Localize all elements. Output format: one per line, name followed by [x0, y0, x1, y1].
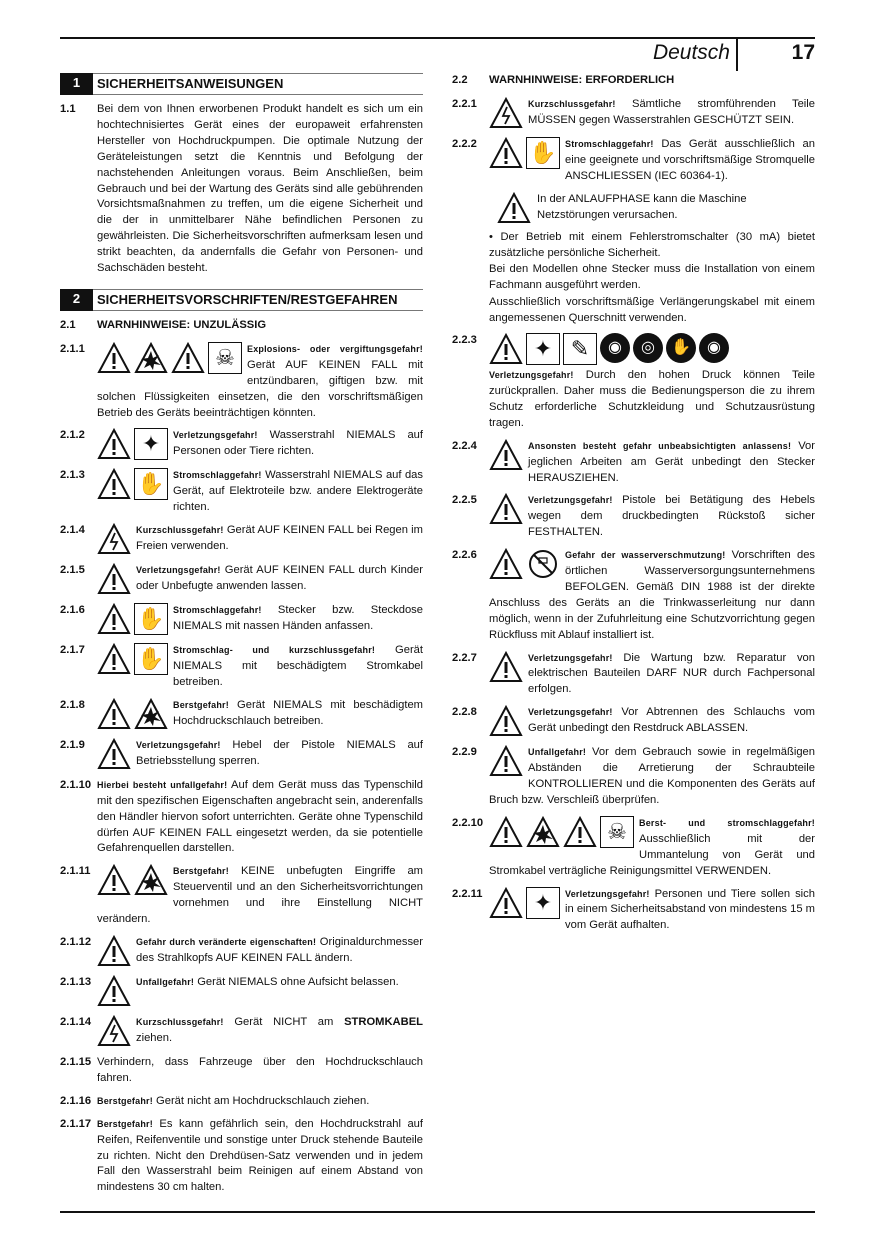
hazard-icons — [489, 97, 523, 129]
warning-triangle-icon — [171, 342, 205, 374]
hazard-tag: Hierbei besteht unfallgefahr! — [97, 779, 228, 790]
item-number: 2.1.13 — [60, 976, 92, 988]
hazard-icons — [97, 342, 242, 374]
item-number: 2.1.8 — [60, 698, 85, 711]
hazard-icons — [97, 698, 168, 730]
subsection-title: WARNHINWEISE: ERFORDERLICH — [489, 74, 675, 86]
helmet-icon: ◎ — [633, 333, 663, 363]
item-text: Gerät AUF KEINEN FALL mit entzündbaren, giftigen bzw. mit solchen Flüssigkeiten einsetzen, die den vorschriftsmäßigen Betrieb des Geräts beeinträchtigen könnten. — [97, 358, 423, 419]
item-number: 2.1.7 — [60, 644, 85, 657]
item-number: 2.1.6 — [60, 604, 85, 617]
water-jet-icon: ✦ — [526, 887, 560, 919]
item-text: Die Wartung bzw. Reparatur von elektrischen Bauteilen DARF NUR durch Fachpersonal erfolgen. — [528, 651, 815, 696]
hazard-icons — [489, 651, 523, 683]
item-text: Das Gerät ausschließlich an eine geeignete und vorschriftsmäßige Stromquelle ANSCHLIESSEN (IEC 60364-1). — [565, 137, 815, 182]
item-number: 2.2.1 — [452, 97, 477, 110]
right-column — [452, 73, 815, 941]
hazard-tag: Berstgefahr! — [97, 1095, 153, 1106]
subsection-2-1 — [60, 318, 423, 334]
item-number: 2.2.7 — [452, 651, 477, 664]
hazard-icons — [97, 864, 168, 896]
item-number: 2.1.14 — [60, 1016, 92, 1028]
warning-triangle-icon — [97, 603, 131, 635]
item-text: Es kann gefährlich sein, den Hochdruckstrahl auf Reifen, Reifenventile und sonstige unter Druck stehende Bauteile zu richten. Nicht den Drehdüsen-Satz verwenden und in jedem Fall den Wasserstrahl beim Reinigen auf einem Abstand von mindestens 30 cm halten. — [97, 1117, 423, 1194]
item-number: 2.2.4 — [452, 439, 477, 452]
item-2-1-8 — [60, 698, 423, 731]
item-text: Wasserstrahl NIEMALS auf das Gerät, auf Elektroteile bzw. andere Elektrogeräte richten. — [173, 469, 423, 514]
hazard-tag: Unfallgefahr! — [136, 977, 195, 987]
item-number: 2.2.5 — [452, 494, 477, 507]
item-text: Durch den hohen Druck können Teile zurückprallen. Daher muss die Bedienungsperson die zu ihrem Schutz erforderliche Schutzkleidung und Schutzausrüstung tragen. — [489, 369, 815, 429]
hazard-tag: Berstgefahr! — [173, 699, 229, 710]
burst-hazard-icon — [134, 698, 168, 730]
item-2-1-2 — [60, 428, 423, 461]
item-text: Vor Abtrennen des Schlauchs vom Gerät unbedingt den Restdruck ABLASSEN. — [528, 706, 815, 735]
hazard-icons — [97, 428, 168, 460]
item-number: 2.1.5 — [60, 564, 85, 577]
ppe-icons — [489, 333, 810, 365]
item-text: Auf dem Gerät muss das Typenschild mit den spezifischen Eigenschaften angebracht sein, anderenfalls den Händler hiervon sofort unterrichten. Geräte ohne Typenschild dürfen AUF KEINEN FALL eingesetzt werden, da sie potentielle Gefahrenquellen darstellen. — [97, 778, 423, 855]
startup-note — [497, 192, 815, 224]
goggles-icon: ◉ — [699, 333, 729, 363]
hazard-tag: Verletzungsgefahr! — [173, 430, 258, 441]
warning-triangle-icon — [489, 705, 523, 737]
item-text: Bei dem von Ihnen erworbenen Produkt handelt es sich um ein hochtechnisiertes Gerät eines der europaweit erfahrensten Hersteller von Hochdruckpumpen. Die optimale Nutzung der Geräteleistungen setzt die Kenntnis und Befolgung der nachstehenden Anleitungen voraus. Beim Anschließen, beim Gebrauch und bei der Wartung des Geräts sind alle gebührenden Vorsichtsmaßnahmen zu treffen, um die eigene Sicherheit und die der in unmittelbarer Nähe befindlichen Personen zu gewährleisten. Die Sicherheitsvorschriften aufmerksam lesen und strikt beachten, da andernfalls die Gefahr von Personen- und Sachschäden besteht. — [97, 103, 423, 275]
item-number: 1.1 — [60, 103, 76, 115]
item-2-1-14 — [60, 1015, 423, 1048]
hazard-tag: Kurzschlussgefahr! — [136, 1017, 224, 1027]
item-text: Gerät nicht am Hochdruckschlauch ziehen. — [152, 1094, 370, 1107]
hazard-tag: Verletzungsgefahr! — [528, 652, 613, 663]
item-number: 2.1.1 — [60, 342, 85, 355]
item-2-2-11 — [452, 887, 815, 935]
protective-suit-icon: ✎ — [563, 333, 597, 365]
item-text-tail: ziehen. — [136, 1031, 173, 1044]
hand-shock-icon: ✋ — [134, 603, 168, 635]
warning-triangle-icon — [97, 643, 131, 675]
section-title: SICHERHEITSVORSCHRIFTEN/RESTGEFAHREN — [93, 289, 423, 311]
bold-term: STROMKABEL — [344, 1016, 423, 1028]
hazard-tag: Berst- und stromschlaggefahr! — [639, 817, 815, 828]
hazard-icons — [489, 137, 560, 169]
item-text: Gerät AUF KEINEN FALL durch Kinder oder Unbefugte anwenden lassen. — [136, 564, 423, 593]
bottom-rule — [60, 1211, 815, 1213]
warning-triangle-icon — [489, 816, 523, 848]
hazard-icons — [489, 705, 523, 737]
item-number: 2.2.10 — [452, 816, 484, 829]
item-2-1-13 — [60, 975, 423, 1008]
item-number: 2.1.16 — [60, 1094, 92, 1107]
rcd-paragraph: • Der Betrieb mit einem Fehlerstromschalter (30 mA) bietet zusätzliche persönliche Sicherheit. — [489, 230, 815, 259]
hazard-icons — [97, 643, 168, 675]
hazard-icons — [489, 548, 560, 580]
hazard-icons — [489, 493, 523, 525]
hazard-icons — [97, 738, 131, 770]
item-2-1-6 — [60, 603, 423, 636]
item-2-1-9 — [60, 738, 423, 771]
item-2-1-11 — [60, 864, 423, 928]
hazard-tag: Verletzungsgefahr! — [136, 739, 221, 750]
warning-triangle-icon — [97, 864, 131, 896]
subsection-title: WARNHINWEISE: UNZULÄSSIG — [97, 318, 267, 331]
hazard-tag: Stromschlaggefahr! — [565, 138, 654, 149]
item-2-2-1 — [452, 97, 815, 130]
warning-triangle-icon — [489, 137, 523, 169]
item-2-2-4 — [452, 439, 815, 487]
hazard-tag: Kurzschlussgefahr! — [136, 525, 224, 536]
toxic-skull-icon: ☠ — [208, 342, 242, 374]
water-jet-icon: ✦ — [526, 333, 560, 365]
item-2-1-7 — [60, 643, 423, 691]
hand-shock-icon: ✋ — [134, 468, 168, 500]
item-2-2-9 — [452, 745, 815, 809]
ear-protection-icon: ◉ — [600, 333, 630, 363]
item-number: 2.2.2 — [452, 137, 477, 150]
subsection-number: 2.2 — [452, 74, 468, 86]
hazard-icons — [97, 523, 131, 555]
item-text: Gerät NICHT am — [223, 1016, 345, 1028]
warning-triangle-icon — [489, 887, 523, 919]
item-text: Personen und Tiere sollen sich in einem Sicherheitsabstand von mindestens 15 m vom Gerät aufhalten. — [565, 887, 815, 932]
item-2-1-17 — [60, 1117, 423, 1197]
hazard-icons — [97, 975, 131, 1007]
item-2-2-3 — [452, 333, 815, 432]
page-number: 17 — [791, 41, 815, 64]
item-2-1-15 — [60, 1055, 423, 1087]
warning-triangle-icon — [97, 563, 131, 595]
item-text: Wasserstrahl NIEMALS auf Personen oder Tiere richten. — [173, 429, 423, 458]
hazard-icons — [97, 603, 168, 635]
electric-hazard-icon — [489, 97, 523, 129]
item-2-1-10 — [60, 778, 423, 858]
hazard-tag: Ansonsten besteht gefahr unbeabsichtigten anlassens! — [528, 440, 792, 451]
hand-shock-icon: ✋ — [134, 643, 168, 675]
item-number: 2.2.8 — [452, 706, 477, 719]
section-heading-1 — [60, 73, 423, 95]
subsection-number: 2.1 — [60, 318, 76, 331]
subsection-2-2 — [452, 73, 815, 89]
hazard-tag: Gefahr durch veränderte eigenschaften! — [136, 937, 317, 947]
item-number: 2.2.3 — [452, 334, 477, 347]
hazard-tag: Kurzschlussgefahr! — [528, 98, 616, 109]
warning-triangle-icon — [97, 738, 131, 770]
header-language: Deutsch — [652, 41, 730, 64]
item-text: Gerät AUF KEINEN FALL bei Regen im Freien verwenden. — [136, 524, 423, 553]
electric-hazard-icon — [97, 1015, 131, 1047]
warning-triangle-icon — [497, 192, 531, 224]
item-number: 2.1.2 — [60, 429, 85, 442]
gloves-icon: ✋ — [666, 333, 696, 363]
item-text: Gerät NIEMALS mit beschädigtem Hochdruckschlauch betreiben. — [173, 698, 423, 727]
item-number: 2.1.15 — [60, 1056, 92, 1068]
item-2-1-12 — [60, 935, 423, 968]
hazard-tag: Stromschlaggefahr! — [173, 605, 262, 616]
hazard-tag: Explosions- oder vergiftungsgefahr! — [247, 343, 423, 354]
left-column — [60, 73, 423, 1203]
hazard-icons — [489, 887, 560, 919]
warning-triangle-icon — [97, 342, 131, 374]
warning-triangle-icon — [97, 468, 131, 500]
burst-hazard-icon — [134, 864, 168, 896]
header-separator — [736, 37, 738, 71]
item-text: Ausschließlich mit der Ummantelung von Gerät und Stromkabel verträgliche Reinigungsmittel VERWENDEN. — [489, 832, 815, 877]
hazard-icons — [97, 935, 131, 967]
hazard-tag: Verletzungsgefahr! — [528, 495, 613, 506]
item-text: Hebel der Pistole NIEMALS auf Betriebsstellung sperren. — [136, 738, 423, 767]
item-number: 2.2.6 — [452, 549, 477, 562]
item-2-1-5 — [60, 563, 423, 596]
section-number: 2 — [60, 289, 93, 311]
note-text: In der ANLAUFPHASE kann die Maschine Netzstörungen verursachen. — [537, 192, 747, 221]
item-2-1-3 — [60, 468, 423, 516]
extension-cable-paragraph: Ausschließlich vorschriftsmäßige Verlängerungskabel mit einem angemessenen Querschnitt verwenden. — [489, 296, 815, 325]
warning-triangle-icon — [489, 745, 523, 777]
item-number: 2.2.9 — [452, 746, 477, 759]
item-number: 2.1.4 — [60, 524, 85, 537]
item-2-1-4 — [60, 523, 423, 556]
item-text: Vorschriften des örtlichen Wasserversorgungsunternehmens BEFOLGEN. Gemäß DIN 1988 ist der direkte Anschluss des Geräts an die Trinkwasserleitung nur dann möglich, wenn in der Zufuhrleitung eine Schutzvorrichtung gegen Rückfluss mit Ablauf installiert ist. — [489, 549, 816, 641]
item-text: Vor dem Gebrauch sowie in regelmäßigen Abständen die Arretierung der Schraubteile KONTROLLIEREN und die Komponenten des Geräts auf Bruch bzw. Verschleiß überprüfen. — [489, 746, 815, 806]
warning-triangle-icon — [489, 493, 523, 525]
item-number: 2.2.11 — [452, 887, 483, 900]
water-jet-icon: ✦ — [134, 428, 168, 460]
item-text: Sämtliche stromführenden Teile MÜSSEN gegen Wasserstrahlen GESCHÜTZT SEIN. — [528, 97, 815, 126]
hazard-icons — [489, 439, 523, 471]
hazard-tag: Verletzungsgefahr! — [489, 370, 574, 381]
warning-triangle-icon — [489, 548, 523, 580]
warning-triangle-icon — [97, 428, 131, 460]
item-text: Stecker bzw. Steckdose NIEMALS mit nassen Händen anfassen. — [173, 604, 423, 633]
item-text: Vor jeglichen Arbeiten am Gerät unbedingt den Stecker HERAUSZIEHEN. — [528, 439, 815, 484]
warning-triangle-icon — [97, 975, 131, 1007]
warning-triangle-icon — [489, 651, 523, 683]
item-2-1-16 — [60, 1094, 423, 1110]
hazard-tag: Stromschlag- und kurzschlussgefahr! — [173, 645, 376, 656]
hazard-tag: Berstgefahr! — [173, 866, 229, 877]
item-2-2-2 — [452, 137, 815, 185]
item-text: Gerät NIEMALS mit beschädigtem Stromkabel betreiben. — [173, 644, 424, 688]
hazard-tag: Verletzungsgefahr! — [565, 888, 650, 899]
electric-hazard-icon — [97, 523, 131, 555]
item-text: Verhindern, dass Fahrzeuge über den Hochdruckschlauch fahren. — [97, 1056, 423, 1084]
item-2-1-1 — [60, 342, 423, 422]
burst-hazard-icon — [134, 342, 168, 374]
hazard-icons — [97, 563, 131, 595]
item-number: 2.1.3 — [60, 469, 85, 482]
item-text: Originaldurchmesser des Strahlkopfs AUF KEINEN FALL ändern. — [136, 936, 423, 964]
hazard-icons — [489, 745, 523, 777]
item-2-2-6 — [452, 548, 815, 643]
hazard-icons — [489, 816, 634, 848]
section-number: 1 — [60, 73, 93, 95]
no-water-icon — [526, 548, 560, 580]
hazard-tag: Gefahr der wasserverschmutzung! — [565, 550, 726, 561]
warning-triangle-icon — [489, 333, 523, 365]
item-2-2-10 — [452, 816, 815, 880]
section-title: SICHERHEITSANWEISUNGEN — [93, 73, 423, 95]
item-number: 2.1.12 — [60, 936, 92, 948]
item-text: KEINE unbefugten Eingriffe am Steuerventil und an den Sicherheitsvorrichtungen vornehmen und ihre Einstellung NICHT verändern. — [97, 865, 423, 926]
hazard-tag: Verletzungsgefahr! — [528, 707, 613, 718]
item-number: 2.1.10 — [60, 778, 92, 791]
item-number: 2.1.9 — [60, 738, 85, 751]
item-1-1 — [60, 102, 423, 277]
warning-triangle-icon — [97, 935, 131, 967]
hazard-tag: Verletzungsgefahr! — [136, 565, 221, 576]
warning-triangle-icon — [97, 698, 131, 730]
hazard-tag: Stromschlaggefahr! — [173, 470, 262, 481]
item-2-2-7 — [452, 651, 815, 699]
hazard-tag: Unfallgefahr! — [528, 747, 587, 758]
hazard-icons — [97, 1015, 131, 1047]
item-number: 2.1.17 — [60, 1117, 92, 1130]
item-2-2-5 — [452, 493, 815, 541]
item-number: 2.1.11 — [60, 865, 91, 878]
item-2-2-8 — [452, 705, 815, 738]
item-text: Pistole bei Betätigung des Hebels wegen dem druckbedingten Rückstoß sicher FESTHALTEN. — [528, 494, 815, 539]
item-text: Gerät NIEMALS ohne Aufsicht belassen. — [194, 976, 399, 988]
warning-triangle-icon — [489, 439, 523, 471]
section-heading-2 — [60, 289, 423, 311]
warning-triangle-icon — [563, 816, 597, 848]
hand-shock-icon: ✋ — [526, 137, 560, 169]
hazard-icons — [97, 468, 168, 500]
burst-hazard-icon — [526, 816, 560, 848]
hazard-tag: Berstgefahr! — [97, 1118, 153, 1129]
toxic-skull-icon: ☠ — [600, 816, 634, 848]
installation-paragraph: Bei den Modellen ohne Stecker muss die Installation von einem Fachmann ausgeführt werden. — [489, 263, 815, 292]
